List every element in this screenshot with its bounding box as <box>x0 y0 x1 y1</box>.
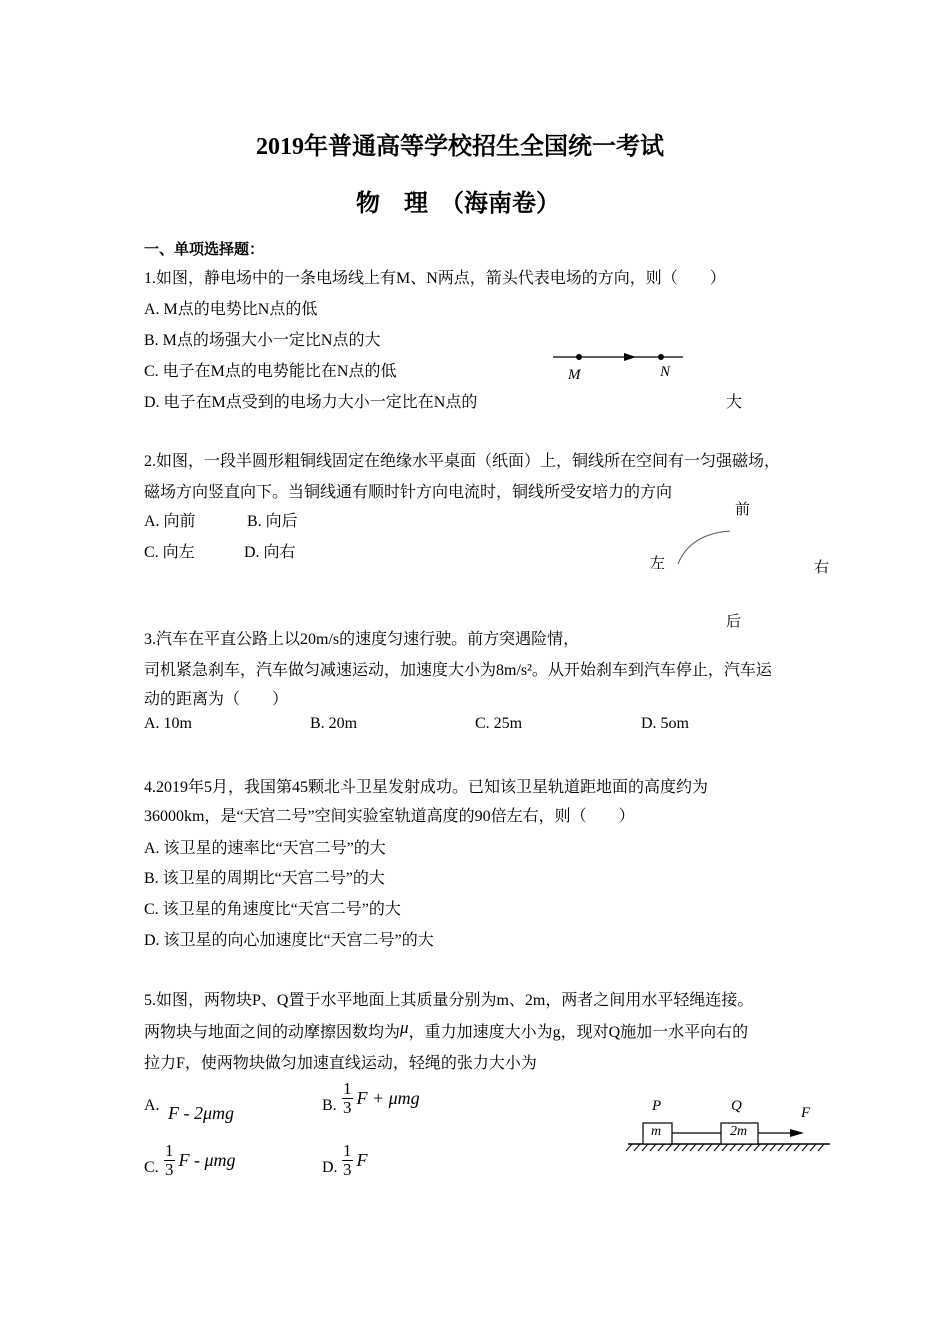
fraction-d <box>342 1142 353 1179</box>
q2-dir-back: 后 <box>726 614 742 630</box>
fraction-c-den: 3 <box>165 1159 174 1179</box>
q1-stem: 1.如图，静电场中的一条电场线上有M、N两点，箭头代表电场的方向，则（ ） <box>144 270 726 287</box>
q4-option-a: A. 该卫星的速率比“天宫二号”的大 <box>144 840 386 857</box>
fraction-c-num: 1 <box>165 1141 174 1160</box>
q5-expr-c: F - μmg <box>178 1149 236 1170</box>
fraction-d-den: 3 <box>343 1159 352 1179</box>
q4-option-d: D. 该卫星的向心加速度比“天宫二号”的大 <box>144 932 434 949</box>
q5-option-b-expr <box>342 1080 420 1117</box>
q3-stem-1: 3.汽车在平直公路上以20m/s的速度匀速行驶。前方突遇险情， <box>144 631 580 648</box>
fraction-d-num: 1 <box>343 1141 352 1160</box>
q5-mass-p: m <box>651 1124 662 1139</box>
q4-option-b: B. 该卫星的周期比“天宫二号”的大 <box>144 870 385 887</box>
q5-option-d <box>322 1159 338 1177</box>
q5-expr-d: F <box>356 1149 368 1170</box>
q2-option-b: B. 向后 <box>247 513 298 530</box>
q5-option-c-expr <box>164 1142 236 1179</box>
q1-option-d-tail: 大 <box>726 394 743 411</box>
q2-option-a: A. 向前 <box>144 513 196 530</box>
q5-stem-2a: 两物块与地面之间的动摩擦因数均为 <box>144 1024 401 1041</box>
q5-expr-b: F + μmg <box>356 1087 420 1108</box>
q5-option-a-expr <box>168 1103 234 1124</box>
q3-option-b: B. 20m <box>310 715 358 732</box>
q3-option-d: D. 5om <box>641 715 689 732</box>
q5-label-q: Q <box>731 1098 742 1114</box>
q3-option-c: C. 25m <box>475 715 523 732</box>
q1-option-b: B. M点的场强大小一定比N点的大 <box>144 332 381 349</box>
q2-stem-1: 2.如图，一段半圆形粗铜线固定在绝缘水平桌面（纸面）上，铜线所在空间有一匀强磁场， <box>144 453 781 470</box>
q5-stem-2 <box>144 1018 748 1042</box>
exam-subtitle: 物 理 （海南卷） <box>356 191 560 217</box>
q2-stem-2: 磁场方向竖直向下。当铜线通有顺时针方向电流时，铜线所受安培力的方向 <box>144 484 673 501</box>
q5-option-b <box>322 1097 337 1115</box>
q2-option-c: C. 向左 <box>144 544 195 561</box>
q5-option-a <box>144 1097 160 1115</box>
q4-option-c: C. 该卫星的角速度比“天宫二号”的大 <box>144 901 401 918</box>
q1-option-a: A. M点的电势比N点的低 <box>144 301 318 318</box>
fraction-c <box>164 1142 175 1179</box>
q5-option-c <box>144 1159 159 1177</box>
q5-force-arrowhead <box>790 1129 804 1137</box>
q5-option-d-expr <box>342 1142 368 1179</box>
q5-label-f: F <box>801 1105 811 1121</box>
q2-dir-front: 前 <box>735 502 751 518</box>
q1-option-d: D. 电子在M点受到的电场力大小一定比在N点的 <box>144 394 478 411</box>
q5-option-c-label: C. <box>144 1159 159 1176</box>
q2-dir-left: 左 <box>650 556 666 572</box>
q1-arrowhead <box>624 353 636 361</box>
fraction-b <box>342 1080 353 1117</box>
q2-dir-right: 右 <box>814 560 830 576</box>
q4-stem-1: 4.2019年5月，我国第45颗北斗卫星发射成功。已知该卫星轨道距地面的高度约为 <box>144 779 709 796</box>
fraction-b-num: 1 <box>343 1079 352 1098</box>
q1-point-n <box>658 354 664 360</box>
fraction-b-den: 3 <box>343 1097 352 1117</box>
q2-copper-wire <box>678 531 730 564</box>
q5-mass-q: 2m <box>730 1124 748 1139</box>
q5-expr-a: F - 2μmg <box>168 1103 235 1123</box>
q1-point-m <box>576 354 582 360</box>
q3-stem-3: 动的距离为（ ） <box>144 691 289 708</box>
q5-option-b-label: B. <box>322 1097 337 1114</box>
q1-label-n: N <box>660 364 671 380</box>
q5-stem-3: 拉力F，使两物块做匀加速直线运动，轻绳的张力大小为 <box>144 1055 537 1072</box>
q5-stem-1: 5.如图，两物块P、Q置于水平地面上其质量分别为m、2m，两者之间用水平轻绳连接。 <box>144 992 754 1009</box>
q4-stem-2: 36000km，是“天宫二号”空间实验室轨道高度的90倍左右，则（ ） <box>144 808 635 825</box>
q5-option-a-label: A. <box>144 1097 160 1114</box>
q3-stem-2: 司机紧急刹车，汽车做匀减速运动，加速度大小为8m/s²。从开始刹车到汽车停止，汽车运 <box>144 662 772 679</box>
mu-symbol: μ <box>400 1018 409 1037</box>
q5-label-p: P <box>652 1098 662 1114</box>
section-heading: 一、单项选择题： <box>144 242 265 258</box>
exam-title: 2019年普通高等学校招生全国统一考试 <box>256 134 664 160</box>
q3-option-a: A. 10m <box>144 715 192 732</box>
q5-stem-2b: ，重力加速度大小为g，现对Q施加一水平向右的 <box>408 1024 749 1041</box>
q5-ground-hatch <box>626 1144 824 1151</box>
q1-option-c: C. 电子在M点的电势能比在N点的低 <box>144 363 397 380</box>
q1-label-m: M <box>568 367 581 383</box>
q5-option-d-label: D. <box>322 1159 338 1176</box>
q2-option-d: D. 向右 <box>244 544 296 561</box>
